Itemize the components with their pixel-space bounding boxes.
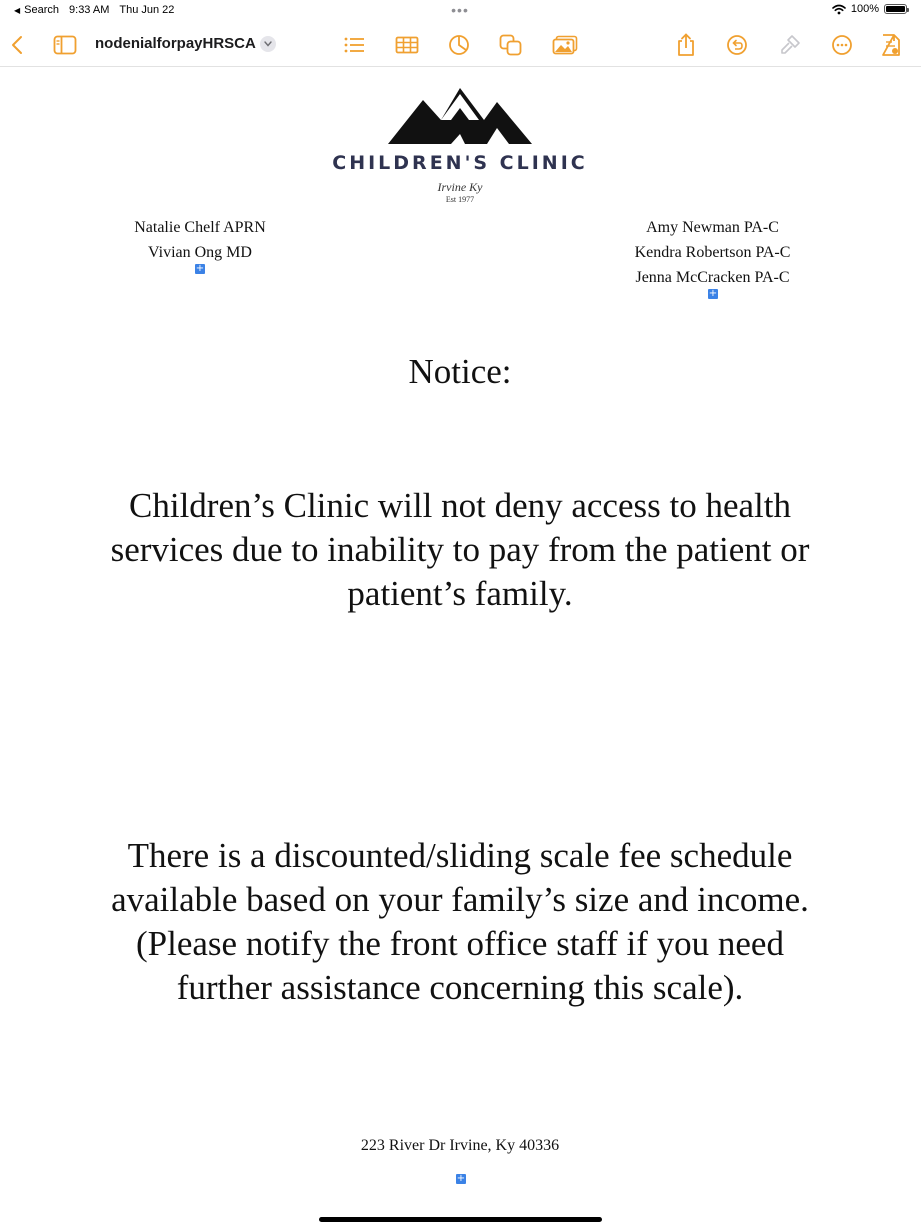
back-chevron-icon[interactable] <box>4 32 30 58</box>
staff-member: Jenna McCracken PA-C <box>635 269 790 286</box>
sliding-scale-paragraph: There is a discounted/sliding scale fee schedule available based on your family’s size and income. (Please notify the front office staff if you need further assistance concerning this scale). <box>111 836 809 1007</box>
document-title[interactable]: nodenialforpayHRSCA <box>95 35 256 52</box>
format-brush-icon[interactable] <box>777 32 803 58</box>
back-triangle-icon[interactable]: ◀ <box>14 5 21 15</box>
staff-member: Natalie Chelf APRN <box>134 219 266 236</box>
battery-level <box>886 6 905 12</box>
staff-member: Vivian Ong MD <box>148 244 252 261</box>
media-icon[interactable] <box>552 32 578 58</box>
status-right <box>832 3 907 15</box>
share-icon[interactable] <box>673 32 699 58</box>
status-left <box>14 4 174 16</box>
status-date: Thu Jun 22 <box>119 4 175 16</box>
back-to-app-link[interactable]: Search <box>24 4 60 16</box>
undo-icon[interactable] <box>724 32 750 58</box>
notice-heading: Notice: <box>408 352 512 391</box>
clinic-city: Irvine Ky <box>437 180 483 194</box>
list-icon[interactable] <box>341 32 367 58</box>
clinic-established: Est 1977 <box>445 195 475 204</box>
status-time: 9:33 AM <box>69 4 110 16</box>
text-overflow-plus-icon[interactable]: + <box>195 263 205 274</box>
clinic-name: CHILDREN'S CLINIC <box>332 152 588 174</box>
wifi-icon <box>832 4 846 15</box>
no-denial-paragraph: Children’s Clinic will not deny access to health services due to inability to pay from the patient or patient’s family. <box>110 486 810 613</box>
document-setup-icon[interactable] <box>878 32 904 58</box>
sidebar-icon[interactable] <box>52 32 78 58</box>
staff-list-right <box>600 215 825 290</box>
title-chevron-down-icon[interactable] <box>260 36 276 52</box>
staff-member: Amy Newman PA-C <box>646 219 779 236</box>
battery-percent: 100% <box>850 3 879 15</box>
status-bar <box>0 0 921 22</box>
chart-icon[interactable] <box>446 32 472 58</box>
staff-member: Kendra Robertson PA-C <box>634 244 791 261</box>
shapes-icon[interactable] <box>498 32 524 58</box>
battery-icon <box>884 4 907 14</box>
home-indicator[interactable] <box>319 1217 602 1222</box>
table-icon[interactable] <box>394 32 420 58</box>
text-overflow-plus-icon[interactable]: + <box>456 1173 466 1184</box>
toolbar <box>0 22 921 67</box>
more-icon[interactable] <box>829 32 855 58</box>
text-overflow-plus-icon[interactable]: + <box>708 288 718 299</box>
clinic-mountain-logo <box>385 82 535 146</box>
clinic-address: 223 River Dr Irvine, Ky 40336 <box>360 1137 560 1154</box>
staff-list-left <box>100 215 300 265</box>
multitasking-dots-icon[interactable]: ••• <box>451 2 469 18</box>
